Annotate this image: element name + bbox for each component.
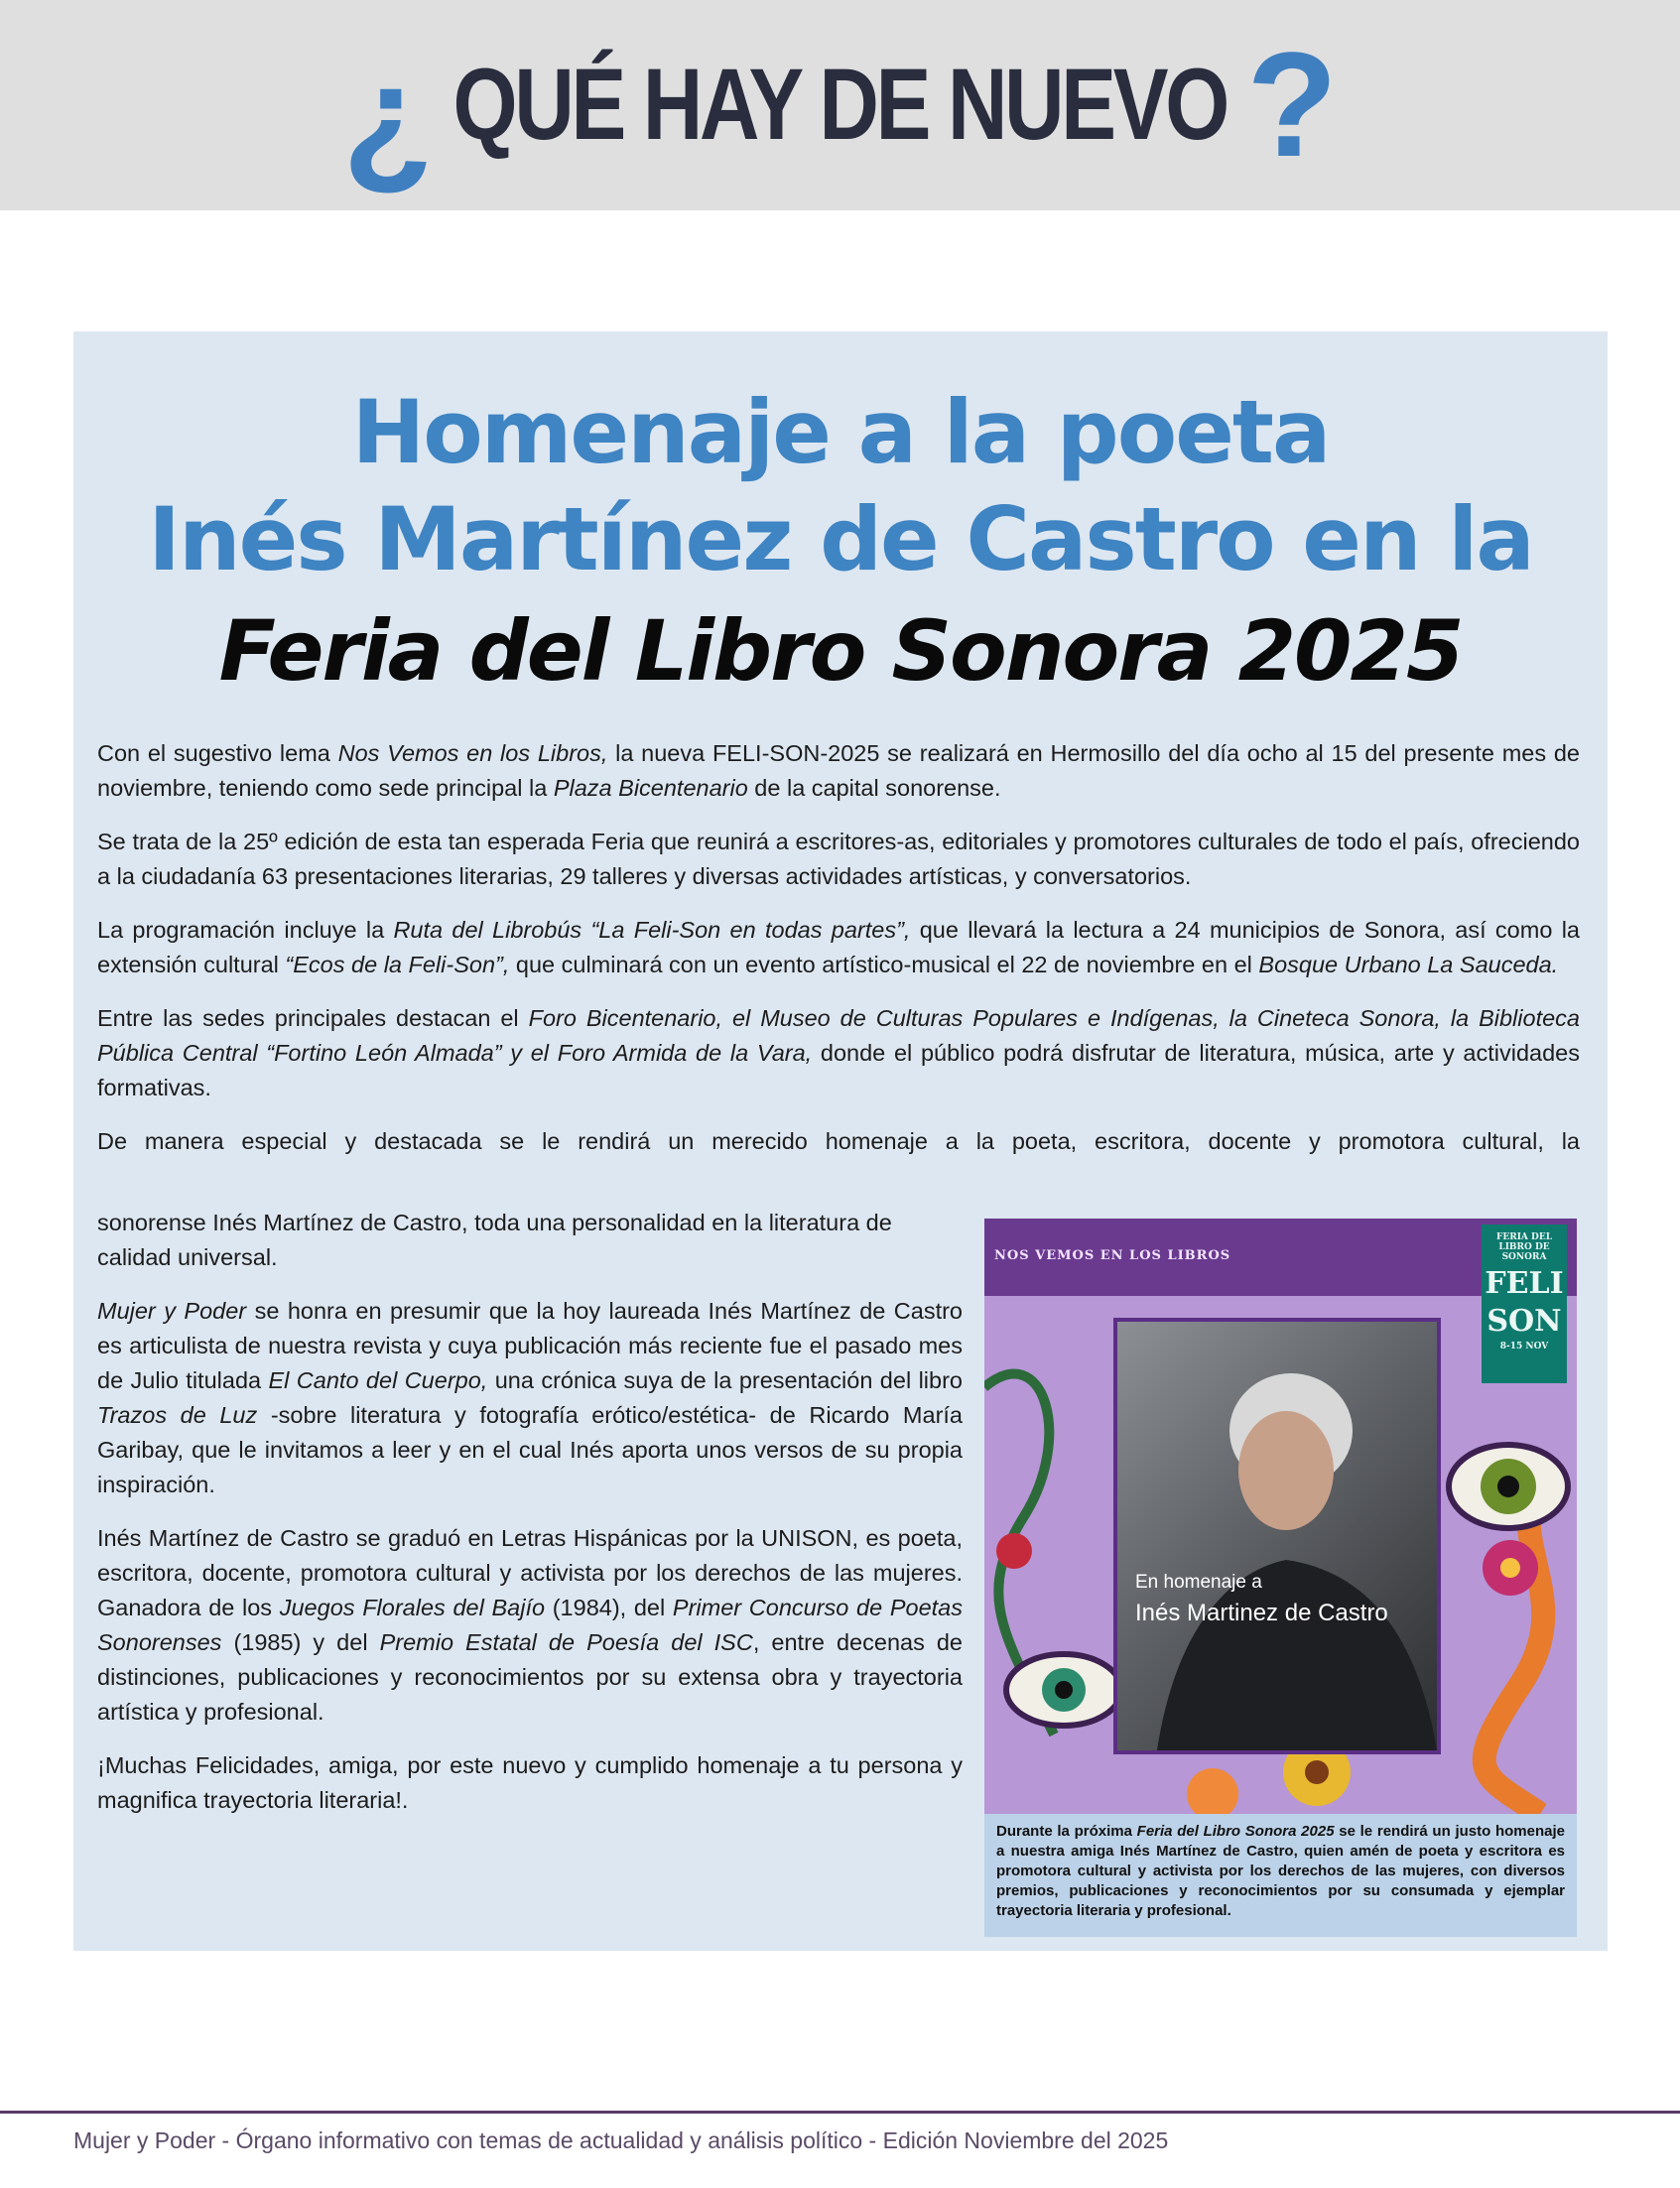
p6-italic-e: Trazos de Luz bbox=[97, 1402, 258, 1428]
paragraph-4 bbox=[97, 1001, 1580, 1105]
logo-small-text: FERIA DEL LIBRO DE SONORA bbox=[1495, 1232, 1553, 1262]
poster-caption-small: En homenaje a bbox=[1135, 1572, 1262, 1593]
p3-text-c: que llevará la lectura a 24 municipios de Sonora, así como la extensión cultural bbox=[97, 917, 1580, 977]
portrait-photo bbox=[1113, 1318, 1441, 1754]
paragraph-3 bbox=[97, 913, 1580, 982]
page-header bbox=[0, 0, 1680, 210]
footer-publication-line: Mujer y Poder - Órgano informativo con temas de actualidad y análisis político - Edición Noviembre del 2025 bbox=[73, 2127, 1169, 2153]
p1-text-a: Con el sugestivo lema bbox=[97, 740, 338, 766]
p6-text-b: se honra en presumir que la hoy laureada Inés Martínez de Castro es articulista de nuestra revista y cuya publicación más reciente fue el pasado mes de Julio titulada bbox=[97, 1298, 963, 1393]
p3-text-e: que culminará con un evento artístico-musical el 22 de noviembre en el bbox=[509, 952, 1259, 977]
headline-line-1: Homenaje a la poeta bbox=[351, 381, 1330, 483]
p3-italic-d: “Ecos de la Feli-Son”, bbox=[285, 952, 510, 977]
p1-italic-d: Plaza Bicentenario bbox=[553, 775, 748, 801]
question-close-mark: ? bbox=[1246, 21, 1338, 188]
poster-tagline: NOS VEMOS EN LOS LIBROS bbox=[994, 1248, 1231, 1263]
section-title bbox=[0, 21, 1680, 199]
paragraph-6 bbox=[97, 1294, 963, 1502]
paragraph-1 bbox=[97, 736, 1580, 806]
paragraph-2: Se trata de la 25º edición de esta tan esperada Feria que reunirá a escritores-as, editoriales y promotores culturales de todo el país, ofreciendo a la ciudadanía 63 presentaciones literarias, 29 talleres y diversas actividades artísticas, y conversatorios. bbox=[97, 829, 1580, 889]
p6-italic-a: Mujer y Poder bbox=[97, 1298, 247, 1324]
figcaption-text-c: se le rendirá un justo homenaje a nuestra amiga Inés Martínez de Castro, quien amén de poeta y escritora es promotora cultural y activista por los derechos de las mujeres, con diversos premios, publicaciones y reconocimientos por su consumada y ejemplar trayectoria literaria y profesional. bbox=[996, 1823, 1565, 1919]
figcaption-italic-b: Feria del Libro Sonora 2025 bbox=[1136, 1823, 1335, 1840]
flower-red-icon bbox=[996, 1533, 1032, 1569]
p3-text-a: La programación incluye la bbox=[97, 917, 394, 943]
p1-italic-b: Nos Vemos en los Libros, bbox=[337, 740, 608, 766]
figcaption-text-a: Durante la próxima bbox=[996, 1823, 1137, 1840]
feli-son-logo bbox=[1482, 1224, 1567, 1383]
p4-italic-b: Foro Bicentenario, el Museo de Culturas Populares e Indígenas, la Cineteca Sonora, la Biblioteca Pública Central “Fortino León Almada” y el Foro Armida de la Vara, bbox=[97, 1005, 1580, 1066]
p7-italic-f: Premio Estatal de Poesía del ISC bbox=[379, 1629, 753, 1655]
paragraph-5-rest: sonorense Inés Martínez de Castro, toda una personalidad en la literatura de calidad universal. bbox=[97, 1210, 892, 1270]
logo-dates: 8-15 NOV bbox=[1499, 1342, 1549, 1351]
logo-main-line-2: SON bbox=[1486, 1304, 1562, 1339]
poster-caption-name: Inés Martinez de Castro bbox=[1135, 1600, 1388, 1626]
paragraph-5-line-1: De manera especial y destacada se le rendirá un merecido homenaje a la poeta, escritora, docente y promotora cultural, la bbox=[97, 1128, 1580, 1154]
p6-italic-c: El Canto del Cuerpo, bbox=[268, 1367, 488, 1393]
p1-text-e: de la capital sonorense. bbox=[747, 775, 1001, 801]
p7-text-a: Inés Martínez de Castro se graduó en Letras Hispánicas por la UNISON, es poeta, escritora, docente, promotora cultural y activista por los derechos de las mujeres. Ganadora de los bbox=[97, 1525, 963, 1620]
poster-image bbox=[984, 1219, 1577, 1814]
portrait-silhouette bbox=[1117, 1322, 1437, 1750]
headline-line-3: Feria del Libro Sonora 2025 bbox=[218, 602, 1463, 700]
p3-italic-b: Ruta del Librobús “La Feli-Son en todas partes”, bbox=[393, 917, 911, 943]
paragraph-8: ¡Muchas Felicidades, amiga, por este nuevo y cumplido homenaje a tu persona y magnifica trayectoria literaria!. bbox=[97, 1752, 963, 1813]
headline-line-2: Inés Martínez de Castro en la bbox=[148, 488, 1533, 590]
p4-text-c: donde el público podrá disfrutar de literatura, música, arte y actividades formativas. bbox=[97, 1040, 1580, 1100]
article-body bbox=[97, 736, 1580, 1159]
p3-italic-f: Bosque Urbano La Sauceda. bbox=[1258, 952, 1559, 977]
question-open-mark: ¿ bbox=[342, 33, 434, 199]
p7-text-e: (1985) y del bbox=[221, 1629, 380, 1655]
p6-text-d: una crónica suya de la presentación del libro bbox=[487, 1367, 963, 1393]
p4-text-a: Entre las sedes principales destacan el bbox=[97, 1005, 529, 1031]
article-headline bbox=[73, 379, 1608, 708]
p7-text-c: (1984), del bbox=[545, 1595, 673, 1620]
paragraph-7 bbox=[97, 1521, 963, 1730]
article-panel bbox=[73, 331, 1608, 1951]
footer-divider bbox=[0, 2111, 1680, 2114]
article-body-narrow bbox=[97, 1206, 963, 1837]
p1-text-c: la nueva FELI-SON-2025 se realizará en Hermosillo del día ocho al 15 del presente mes de noviembre, teniendo como sede principal la bbox=[97, 740, 1580, 801]
figure-caption bbox=[984, 1814, 1577, 1937]
flower-orange-icon bbox=[1187, 1768, 1238, 1814]
p7-italic-b: Juegos Florales del Bajío bbox=[279, 1595, 546, 1620]
logo-main-line-1: FELI bbox=[1485, 1266, 1564, 1301]
section-title-text: QUÉ HAY DE NUEVO bbox=[452, 47, 1228, 161]
p6-text-f: -sobre literatura y fotografía erótico/estética- de Ricardo María Garibay, que le invitamos a leer y en el cual Inés aporta unos versos de su propia inspiración. bbox=[97, 1402, 964, 1497]
p7-text-g: , entre decenas de distinciones, publicaciones y reconocimientos por su extensa obra y trayectoria artística y profesional. bbox=[97, 1629, 964, 1725]
p7-italic-d: Primer Concurso de Poetas Sonorenses bbox=[97, 1595, 964, 1655]
